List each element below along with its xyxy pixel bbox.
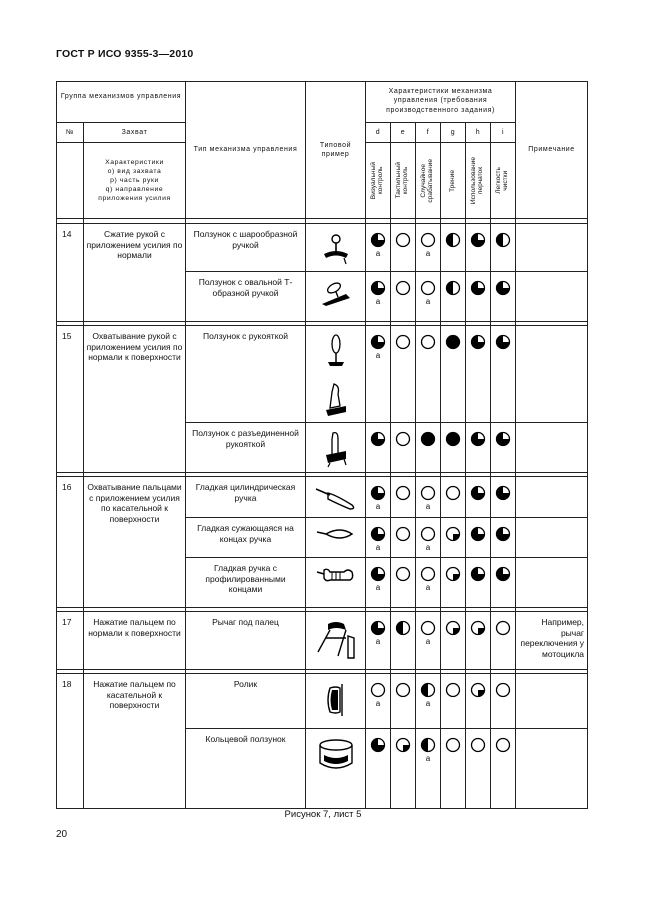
col-type: Тип механизма управления (186, 82, 306, 219)
characteristic-cell (391, 272, 416, 322)
characteristic-cell (491, 674, 516, 729)
rating-subnote (391, 699, 415, 709)
rating-subnote (491, 351, 515, 361)
rating-symbol-empty (416, 566, 440, 582)
characteristic-cell (416, 558, 441, 608)
t-slider-icon (306, 278, 365, 310)
characteristic-cell (366, 612, 391, 670)
example-picture (306, 612, 366, 670)
group-name: Нажатие пальцем по касательной к поверхности (84, 674, 186, 809)
rating-subnote (466, 543, 490, 553)
rating-symbol-tq (491, 431, 515, 447)
characteristic-cell (366, 518, 391, 558)
char-name-d: Визуальный контроль (370, 161, 384, 200)
rating-symbol-empty (391, 526, 415, 542)
rating-symbol-empty (416, 485, 440, 501)
characteristic-cell (391, 518, 416, 558)
ring-slider-icon (306, 735, 365, 775)
characteristic-cell (491, 612, 516, 670)
rating-subnote: а (425, 297, 431, 306)
characteristic-cell (466, 612, 491, 670)
char-name-i: Легкость чистки (495, 167, 510, 194)
rating-symbol-q (441, 566, 465, 582)
group-number: 16 (57, 477, 84, 608)
rating-subnote (466, 448, 490, 458)
rating-subnote (491, 583, 515, 593)
rating-symbol-empty (391, 334, 415, 350)
characteristic-cell (441, 518, 466, 558)
mechanism-type: Гладкая сужающаяся на концах ручка (186, 518, 306, 558)
col-note: Примечание (516, 82, 588, 219)
rating-subnote (441, 351, 465, 361)
rating-subnote (391, 351, 415, 361)
characteristic-cell (391, 224, 416, 272)
rating-subnote (466, 502, 490, 512)
characteristic-cell (416, 224, 441, 272)
mechanism-type: Ползунок с рукояткой (186, 326, 306, 423)
col-example: Типовой пример (306, 82, 366, 219)
rating-subnote (491, 543, 515, 553)
characteristic-cell (416, 272, 441, 322)
rating-subnote (466, 637, 490, 647)
characteristic-cell (391, 326, 416, 423)
char-name-g: Трение (448, 169, 456, 192)
rating-subnote: а (375, 637, 381, 646)
knob-slider-icon (306, 230, 365, 266)
rating-symbol-empty (441, 485, 465, 501)
rating-symbol-q (391, 737, 415, 753)
figure-caption: Рисунок 7, лист 5 (284, 809, 362, 820)
characteristic-cell (366, 558, 391, 608)
document-header: ГОСТ Р ИСО 9355-3—2010 (56, 48, 194, 60)
rating-symbol-q (441, 526, 465, 542)
rating-symbol-empty (416, 280, 440, 296)
rating-symbol-empty (466, 737, 490, 753)
finger-lever-icon (306, 618, 365, 662)
rating-symbol-tq (491, 334, 515, 350)
characteristic-cell (466, 272, 491, 322)
rating-symbol-empty (416, 620, 440, 636)
rating-symbol-empty (491, 682, 515, 698)
characteristic-cell (466, 326, 491, 423)
rating-symbol-tq (366, 280, 390, 296)
rating-subnote: а (425, 637, 431, 646)
rating-subnote (466, 297, 490, 307)
characteristic-cell (441, 423, 466, 473)
rating-subnote (491, 249, 515, 259)
rating-subnote: а (375, 583, 381, 592)
rating-symbol-half (441, 232, 465, 248)
note-cell (516, 558, 588, 608)
rating-subnote (441, 543, 465, 553)
characteristic-cell (491, 518, 516, 558)
col-char-title: Характеристики механизма управления (требования производственного задания) (366, 82, 516, 123)
rating-symbol-half (491, 232, 515, 248)
rating-subnote: а (425, 543, 431, 552)
rating-symbol-empty (366, 682, 390, 698)
rating-subnote (391, 448, 415, 458)
characteristic-cell (366, 477, 391, 518)
note-cell (516, 272, 588, 322)
rating-subnote (491, 502, 515, 512)
mechanism-type: Ползунок с разъединенной рукояткой (186, 423, 306, 473)
rating-subnote: а (425, 583, 431, 592)
rating-subnote (491, 754, 515, 764)
rating-symbol-tq (466, 526, 490, 542)
profile-handle-icon (306, 564, 365, 590)
characteristic-cell (416, 477, 441, 518)
rating-symbol-tq (366, 737, 390, 753)
example-picture (306, 272, 366, 322)
characteristic-cell (491, 272, 516, 322)
mechanism-type: Ползунок с овальной Т-образной ручкой (186, 272, 306, 322)
rating-subnote (391, 583, 415, 593)
rating-symbol-tq (366, 485, 390, 501)
char-name-e: Тактильный контроль (395, 162, 409, 199)
rating-symbol-empty (416, 334, 440, 350)
col-grip-desc: Характеристики о) вид захвата р) часть руки q) направление приложения усилия (84, 143, 186, 219)
mechanism-type: Ролик (186, 674, 306, 729)
note-cell (516, 518, 588, 558)
characteristic-cell (466, 224, 491, 272)
characteristic-cell (391, 729, 416, 809)
rating-symbol-tq (491, 566, 515, 582)
characteristic-cell (416, 423, 441, 473)
char-letter-i: i (491, 123, 516, 143)
characteristic-cell (466, 518, 491, 558)
rating-subnote (491, 448, 515, 458)
rating-subnote (366, 754, 390, 764)
mechanism-type: Гладкая цилиндрическая ручка (186, 477, 306, 518)
rating-subnote: а (375, 297, 381, 306)
rating-subnote (466, 583, 490, 593)
char-letter-f: f (416, 123, 441, 143)
rating-subnote (466, 754, 490, 764)
rating-subnote (391, 502, 415, 512)
rating-symbol-tq (466, 431, 490, 447)
characteristic-cell (366, 326, 391, 423)
example-picture (306, 423, 366, 473)
col-group-title: Группа механизмов управления (57, 82, 186, 123)
rating-subnote (466, 249, 490, 259)
rating-subnote (441, 448, 465, 458)
rating-symbol-empty (441, 737, 465, 753)
rating-symbol-tq (466, 280, 490, 296)
cyl-handle-icon (306, 483, 365, 513)
table-row (57, 612, 588, 670)
rating-symbol-tq (366, 232, 390, 248)
table-row (57, 674, 588, 729)
rating-subnote (441, 699, 465, 709)
characteristic-cell (491, 423, 516, 473)
roller-icon (306, 680, 365, 720)
rating-subnote (491, 297, 515, 307)
char-name-h: Использование перчаток (470, 156, 484, 205)
col-num: № (57, 123, 84, 143)
characteristic-cell (466, 477, 491, 518)
rating-subnote: а (375, 543, 381, 552)
rating-symbol-q (466, 682, 490, 698)
note-cell (516, 674, 588, 729)
rating-symbol-empty (416, 526, 440, 542)
characteristic-cell (441, 224, 466, 272)
group-name: Охватывание рукой с приложением усилия по нормали к поверхности (84, 326, 186, 473)
rating-subnote (416, 448, 440, 458)
rating-symbol-q (466, 620, 490, 636)
characteristic-cell (466, 674, 491, 729)
characteristic-cell (391, 423, 416, 473)
rating-subnote: а (425, 502, 431, 511)
rating-subnote: а (375, 699, 381, 708)
rating-subnote: а (425, 249, 431, 258)
char-name-f: Случайное срабатывание (420, 158, 434, 203)
characteristic-cell (366, 423, 391, 473)
characteristic-cell (491, 477, 516, 518)
table-row (57, 224, 588, 272)
characteristic-cell (416, 729, 441, 809)
rating-symbol-tq (366, 334, 390, 350)
rating-symbol-tq (366, 526, 390, 542)
rating-subnote: а (425, 754, 431, 763)
note-cell (516, 224, 588, 272)
rating-subnote (441, 249, 465, 259)
table-row (57, 477, 588, 518)
characteristic-cell (441, 477, 466, 518)
group-number: 14 (57, 224, 84, 322)
rating-symbol-half (416, 737, 440, 753)
characteristic-cell (491, 558, 516, 608)
rating-subnote (491, 637, 515, 647)
page-number: 20 (56, 829, 68, 840)
note-cell (516, 423, 588, 473)
rating-subnote (391, 297, 415, 307)
characteristic-cell (391, 558, 416, 608)
characteristic-cell (366, 224, 391, 272)
rating-symbol-empty (391, 566, 415, 582)
group-name: Охватывание пальцами с приложением усилия по касательной к поверхности (84, 477, 186, 608)
mechanism-type: Рычаг под палец (186, 612, 306, 670)
example-picture (306, 729, 366, 809)
rating-subnote (441, 583, 465, 593)
characteristic-cell (466, 423, 491, 473)
characteristic-cell (491, 224, 516, 272)
rating-symbol-empty (491, 737, 515, 753)
taper-handle-icon (306, 524, 365, 544)
rating-symbol-empty (391, 280, 415, 296)
characteristic-cell (491, 326, 516, 423)
note-cell (516, 326, 588, 423)
rating-symbol-empty (391, 485, 415, 501)
characteristic-cell (441, 674, 466, 729)
rating-symbol-half (441, 280, 465, 296)
characteristic-cell (366, 272, 391, 322)
rating-symbol-half (416, 682, 440, 698)
col-grip: Захват (84, 123, 186, 143)
rating-subnote: а (375, 502, 381, 511)
rating-subnote (391, 754, 415, 764)
rating-subnote: а (375, 351, 381, 360)
rating-subnote (441, 637, 465, 647)
group-number: 15 (57, 326, 84, 473)
rating-subnote (391, 543, 415, 553)
rating-subnote (416, 351, 440, 361)
group-name: Нажатие пальцем по нормали к поверхности (84, 612, 186, 670)
characteristic-cell (391, 477, 416, 518)
rating-symbol-q (441, 620, 465, 636)
split-handle-icon (306, 429, 365, 469)
rating-subnote (466, 351, 490, 361)
rating-symbol-empty (441, 682, 465, 698)
characteristic-cell (466, 558, 491, 608)
rating-symbol-tq (366, 566, 390, 582)
note-cell: Например, рычаг переключения у мотоцикла (516, 612, 588, 670)
example-picture (306, 224, 366, 272)
char-letter-h: h (466, 123, 491, 143)
rating-subnote: а (425, 699, 431, 708)
characteristic-cell (416, 612, 441, 670)
rating-symbol-empty (391, 682, 415, 698)
characteristic-cell (441, 612, 466, 670)
rating-subnote (391, 637, 415, 647)
mechanism-type: Гладкая ручка с профилированными концами (186, 558, 306, 608)
example-picture (306, 477, 366, 518)
example-picture (306, 518, 366, 558)
rating-symbol-tq (366, 620, 390, 636)
controls-table (56, 81, 588, 809)
char-letter-g: g (441, 123, 466, 143)
handle-slider-icon (306, 332, 365, 422)
rating-symbol-empty (491, 620, 515, 636)
mechanism-type: Кольцевой ползунок (186, 729, 306, 809)
characteristic-cell (441, 272, 466, 322)
rating-subnote (441, 502, 465, 512)
rating-symbol-tq (466, 232, 490, 248)
example-picture (306, 326, 366, 423)
characteristic-cell (441, 558, 466, 608)
rating-symbol-tq (491, 280, 515, 296)
example-picture (306, 674, 366, 729)
characteristic-cell (441, 326, 466, 423)
note-cell (516, 477, 588, 518)
rating-subnote (466, 699, 490, 709)
characteristic-cell (466, 729, 491, 809)
characteristic-cell (416, 518, 441, 558)
rating-subnote (441, 754, 465, 764)
characteristic-cell (366, 674, 391, 729)
rating-symbol-full (441, 334, 465, 350)
rating-symbol-tq (491, 485, 515, 501)
characteristic-cell (391, 612, 416, 670)
characteristic-cell (416, 326, 441, 423)
rating-symbol-tq (466, 334, 490, 350)
table-row (57, 326, 588, 423)
group-number: 18 (57, 674, 84, 809)
characteristic-cell (416, 674, 441, 729)
rating-symbol-empty (391, 232, 415, 248)
rating-subnote: а (375, 249, 381, 258)
rating-symbol-tq (491, 526, 515, 542)
rating-subnote (366, 448, 390, 458)
char-letter-e: e (391, 123, 416, 143)
note-cell (516, 729, 588, 809)
rating-symbol-full (416, 431, 440, 447)
rating-subnote (491, 699, 515, 709)
rating-subnote (391, 249, 415, 259)
example-picture (306, 558, 366, 608)
rating-symbol-full (441, 431, 465, 447)
group-name: Сжатие рукой с приложением усилия по нормали (84, 224, 186, 322)
mechanism-type: Ползунок с шарообразной ручкой (186, 224, 306, 272)
rating-subnote (441, 297, 465, 307)
characteristic-cell (391, 674, 416, 729)
characteristic-cell (491, 729, 516, 809)
rating-symbol-tq (466, 566, 490, 582)
char-letter-d: d (366, 123, 391, 143)
characteristic-cell (366, 729, 391, 809)
characteristic-cell (441, 729, 466, 809)
rating-symbol-tq (366, 431, 390, 447)
rating-symbol-tq (466, 485, 490, 501)
rating-symbol-empty (391, 431, 415, 447)
rating-symbol-empty (416, 232, 440, 248)
group-number: 17 (57, 612, 84, 670)
rating-symbol-half (391, 620, 415, 636)
